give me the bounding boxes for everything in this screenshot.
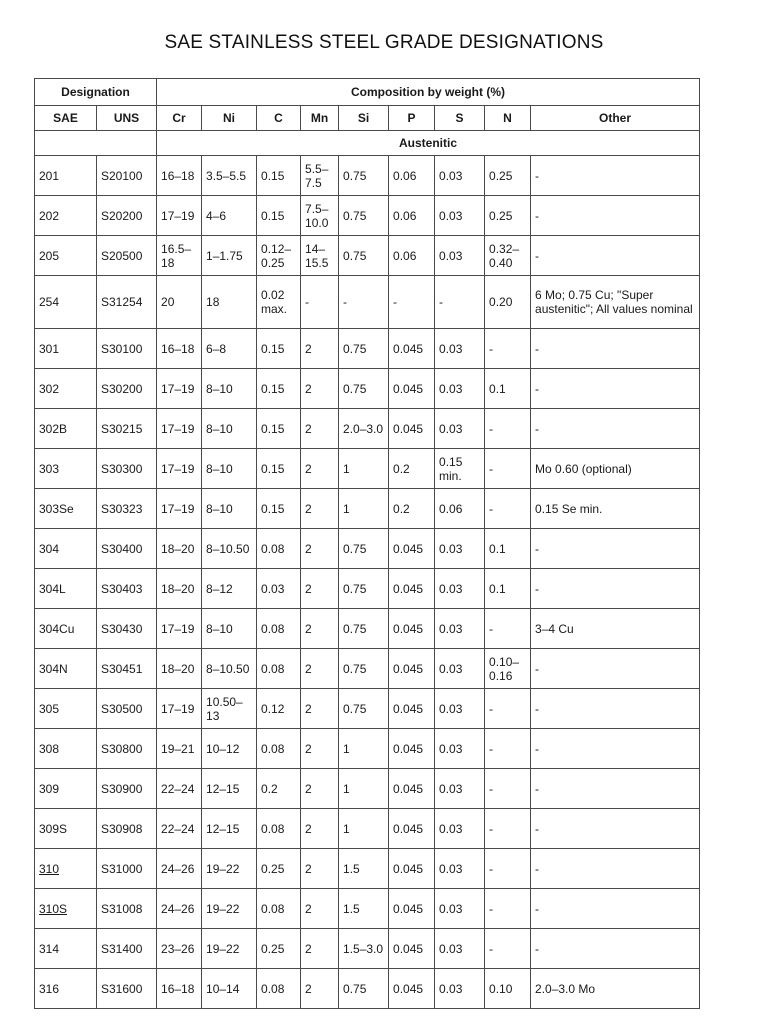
cell-n: 0.10–0.16 bbox=[485, 649, 531, 689]
table-row bbox=[35, 649, 700, 689]
table-row bbox=[35, 929, 700, 969]
page-title: SAE STAINLESS STEEL GRADE DESIGNATIONS bbox=[164, 32, 604, 53]
cell-mn: 2 bbox=[301, 689, 339, 729]
cell-n: - bbox=[485, 929, 531, 969]
table-row bbox=[35, 489, 700, 529]
cell-s: 0.03 bbox=[435, 729, 485, 769]
cell-uns: S30300 bbox=[97, 449, 157, 489]
column-header-cr: Cr bbox=[157, 106, 202, 131]
grade-table bbox=[34, 78, 700, 1009]
cell-ni: 19–22 bbox=[202, 849, 257, 889]
cell-ni: 8–10 bbox=[202, 409, 257, 449]
cell-p: 0.045 bbox=[389, 329, 435, 369]
cell-p: 0.06 bbox=[389, 236, 435, 276]
table-row bbox=[35, 969, 700, 1009]
cell-other: - bbox=[531, 729, 700, 769]
cell-s: 0.03 bbox=[435, 889, 485, 929]
cell-s: 0.03 bbox=[435, 529, 485, 569]
cell-mn: 2 bbox=[301, 849, 339, 889]
cell-cr: 17–19 bbox=[157, 196, 202, 236]
cell-uns: S30100 bbox=[97, 329, 157, 369]
column-header-other: Other bbox=[531, 106, 700, 131]
cell-mn: - bbox=[301, 276, 339, 329]
cell-uns: S30451 bbox=[97, 649, 157, 689]
cell-c: 0.02 max. bbox=[257, 276, 301, 329]
cell-cr: 18–20 bbox=[157, 569, 202, 609]
cell-n: - bbox=[485, 809, 531, 849]
table-row bbox=[35, 329, 700, 369]
column-header-ni: Ni bbox=[202, 106, 257, 131]
cell-sae: 309 bbox=[35, 769, 97, 809]
cell-p: 0.045 bbox=[389, 969, 435, 1009]
table-row bbox=[35, 569, 700, 609]
cell-sae: 304N bbox=[35, 649, 97, 689]
cell-mn: 2 bbox=[301, 329, 339, 369]
table-row bbox=[35, 609, 700, 649]
column-header-s: S bbox=[435, 106, 485, 131]
cell-other: - bbox=[531, 649, 700, 689]
cell-cr: 17–19 bbox=[157, 489, 202, 529]
cell-n: - bbox=[485, 849, 531, 889]
cell-c: 0.25 bbox=[257, 929, 301, 969]
cell-sae: 254 bbox=[35, 276, 97, 329]
cell-uns: S30200 bbox=[97, 369, 157, 409]
cell-c: 0.08 bbox=[257, 889, 301, 929]
cell-other: - bbox=[531, 529, 700, 569]
header-composition: Composition by weight (%) bbox=[157, 79, 700, 106]
cell-ni: 10–12 bbox=[202, 729, 257, 769]
cell-p: 0.2 bbox=[389, 489, 435, 529]
cell-cr: 16–18 bbox=[157, 329, 202, 369]
cell-ni: 19–22 bbox=[202, 929, 257, 969]
table-body bbox=[35, 131, 700, 1009]
cell-uns: S30323 bbox=[97, 489, 157, 529]
cell-c: 0.2 bbox=[257, 769, 301, 809]
column-header-p: P bbox=[389, 106, 435, 131]
cell-p: 0.045 bbox=[389, 689, 435, 729]
cell-cr: 22–24 bbox=[157, 809, 202, 849]
cell-si: 0.75 bbox=[339, 236, 389, 276]
cell-other: Mo 0.60 (optional) bbox=[531, 449, 700, 489]
cell-cr: 18–20 bbox=[157, 649, 202, 689]
cell-c: 0.25 bbox=[257, 849, 301, 889]
cell-si: 1 bbox=[339, 729, 389, 769]
table-row bbox=[35, 689, 700, 729]
cell-other: - bbox=[531, 689, 700, 729]
cell-uns: S31008 bbox=[97, 889, 157, 929]
cell-n: 0.1 bbox=[485, 369, 531, 409]
table-row bbox=[35, 276, 700, 329]
cell-mn: 5.5–7.5 bbox=[301, 156, 339, 196]
cell-c: 0.15 bbox=[257, 449, 301, 489]
cell-p: 0.045 bbox=[389, 929, 435, 969]
cell-ni: 12–15 bbox=[202, 809, 257, 849]
cell-ni: 18 bbox=[202, 276, 257, 329]
cell-uns: S30400 bbox=[97, 529, 157, 569]
cell-p: 0.045 bbox=[389, 649, 435, 689]
cell-cr: 24–26 bbox=[157, 849, 202, 889]
header-designation: Designation bbox=[35, 79, 157, 106]
cell-ni: 12–15 bbox=[202, 769, 257, 809]
cell-c: 0.12 bbox=[257, 689, 301, 729]
cell-si: 0.75 bbox=[339, 649, 389, 689]
cell-sae: 304 bbox=[35, 529, 97, 569]
cell-n: - bbox=[485, 489, 531, 529]
table-row bbox=[35, 196, 700, 236]
cell-mn: 2 bbox=[301, 889, 339, 929]
cell-sae: 303Se bbox=[35, 489, 97, 529]
cell-n: 0.1 bbox=[485, 569, 531, 609]
cell-other: - bbox=[531, 236, 700, 276]
cell-n: 0.10 bbox=[485, 969, 531, 1009]
cell-n: 0.20 bbox=[485, 276, 531, 329]
cell-other: - bbox=[531, 156, 700, 196]
cell-p: 0.045 bbox=[389, 409, 435, 449]
cell-ni: 4–6 bbox=[202, 196, 257, 236]
cell-mn: 2 bbox=[301, 769, 339, 809]
cell-sae: 308 bbox=[35, 729, 97, 769]
cell-s: 0.03 bbox=[435, 929, 485, 969]
table-row bbox=[35, 809, 700, 849]
cell-mn: 2 bbox=[301, 369, 339, 409]
cell-cr: 23–26 bbox=[157, 929, 202, 969]
cell-s: 0.03 bbox=[435, 409, 485, 449]
cell-s: 0.03 bbox=[435, 369, 485, 409]
cell-ni: 8–10 bbox=[202, 489, 257, 529]
cell-uns: S30908 bbox=[97, 809, 157, 849]
cell-ni: 10.50–13 bbox=[202, 689, 257, 729]
cell-si: - bbox=[339, 276, 389, 329]
cell-other: - bbox=[531, 929, 700, 969]
cell-si: 1 bbox=[339, 809, 389, 849]
cell-uns: S20500 bbox=[97, 236, 157, 276]
cell-s: 0.03 bbox=[435, 329, 485, 369]
cell-n: - bbox=[485, 889, 531, 929]
cell-uns: S30500 bbox=[97, 689, 157, 729]
column-header-mn: Mn bbox=[301, 106, 339, 131]
cell-sae: 305 bbox=[35, 689, 97, 729]
cell-mn: 2 bbox=[301, 609, 339, 649]
cell-ni: 6–8 bbox=[202, 329, 257, 369]
cell-si: 1 bbox=[339, 769, 389, 809]
cell-cr: 17–19 bbox=[157, 449, 202, 489]
table-row bbox=[35, 849, 700, 889]
cell-uns: S30403 bbox=[97, 569, 157, 609]
cell-cr: 17–19 bbox=[157, 609, 202, 649]
cell-n: 0.32–0.40 bbox=[485, 236, 531, 276]
cell-si: 0.75 bbox=[339, 689, 389, 729]
cell-si: 0.75 bbox=[339, 156, 389, 196]
column-header-uns: UNS bbox=[97, 106, 157, 131]
cell-s: 0.03 bbox=[435, 196, 485, 236]
column-header-n: N bbox=[485, 106, 531, 131]
cell-c: 0.15 bbox=[257, 329, 301, 369]
cell-n: - bbox=[485, 689, 531, 729]
cell-c: 0.12–0.25 bbox=[257, 236, 301, 276]
cell-cr: 24–26 bbox=[157, 889, 202, 929]
cell-other: - bbox=[531, 409, 700, 449]
cell-si: 0.75 bbox=[339, 569, 389, 609]
cell-other: - bbox=[531, 769, 700, 809]
cell-si: 1.5–3.0 bbox=[339, 929, 389, 969]
table-row bbox=[35, 369, 700, 409]
cell-s: 0.03 bbox=[435, 969, 485, 1009]
cell-si: 1 bbox=[339, 449, 389, 489]
cell-uns: S31254 bbox=[97, 276, 157, 329]
cell-other: - bbox=[531, 569, 700, 609]
cell-ni: 8–10.50 bbox=[202, 529, 257, 569]
cell-s: 0.03 bbox=[435, 649, 485, 689]
cell-s: - bbox=[435, 276, 485, 329]
cell-p: 0.045 bbox=[389, 809, 435, 849]
cell-c: 0.15 bbox=[257, 409, 301, 449]
cell-other: 3–4 Cu bbox=[531, 609, 700, 649]
cell-mn: 2 bbox=[301, 489, 339, 529]
cell-other: 0.15 Se min. bbox=[531, 489, 700, 529]
cell-sae: 303 bbox=[35, 449, 97, 489]
cell-ni: 10–14 bbox=[202, 969, 257, 1009]
cell-s: 0.03 bbox=[435, 849, 485, 889]
cell-cr: 18–20 bbox=[157, 529, 202, 569]
cell-cr: 16–18 bbox=[157, 156, 202, 196]
cell-sae: 205 bbox=[35, 236, 97, 276]
cell-si: 1.5 bbox=[339, 849, 389, 889]
cell-sae: 304Cu bbox=[35, 609, 97, 649]
cell-s: 0.03 bbox=[435, 236, 485, 276]
cell-sae: 202 bbox=[35, 196, 97, 236]
cell-n: - bbox=[485, 769, 531, 809]
cell-uns: S30900 bbox=[97, 769, 157, 809]
cell-other: - bbox=[531, 849, 700, 889]
cell-p: 0.045 bbox=[389, 369, 435, 409]
cell-ni: 8–10.50 bbox=[202, 649, 257, 689]
cell-sae: 316 bbox=[35, 969, 97, 1009]
cell-si: 2.0–3.0 bbox=[339, 409, 389, 449]
cell-s: 0.03 bbox=[435, 609, 485, 649]
cell-c: 0.08 bbox=[257, 529, 301, 569]
cell-p: 0.06 bbox=[389, 196, 435, 236]
cell-s: 0.03 bbox=[435, 769, 485, 809]
cell-sae: 304L bbox=[35, 569, 97, 609]
cell-uns: S30430 bbox=[97, 609, 157, 649]
cell-uns: S20100 bbox=[97, 156, 157, 196]
cell-p: 0.06 bbox=[389, 156, 435, 196]
cell-s: 0.03 bbox=[435, 689, 485, 729]
column-header-c: C bbox=[257, 106, 301, 131]
table-row bbox=[35, 236, 700, 276]
cell-s: 0.03 bbox=[435, 569, 485, 609]
cell-sae: 201 bbox=[35, 156, 97, 196]
cell-other: - bbox=[531, 889, 700, 929]
table-row bbox=[35, 449, 700, 489]
cell-mn: 2 bbox=[301, 729, 339, 769]
cell-other: 2.0–3.0 Mo bbox=[531, 969, 700, 1009]
cell-uns: S30215 bbox=[97, 409, 157, 449]
header-group-row bbox=[35, 79, 700, 106]
cell-ni: 8–12 bbox=[202, 569, 257, 609]
table-row bbox=[35, 529, 700, 569]
cell-s: 0.03 bbox=[435, 809, 485, 849]
cell-other: 6 Mo; 0.75 Cu; "Super austenitic"; All values nominal bbox=[531, 276, 700, 329]
cell-p: 0.2 bbox=[389, 449, 435, 489]
cell-cr: 17–19 bbox=[157, 409, 202, 449]
cell-cr: 17–19 bbox=[157, 689, 202, 729]
cell-mn: 2 bbox=[301, 409, 339, 449]
cell-c: 0.08 bbox=[257, 729, 301, 769]
cell-cr: 17–19 bbox=[157, 369, 202, 409]
cell-n: - bbox=[485, 329, 531, 369]
cell-cr: 16–18 bbox=[157, 969, 202, 1009]
cell-mn: 2 bbox=[301, 529, 339, 569]
cell-sae: 310S bbox=[35, 889, 97, 929]
cell-mn: 2 bbox=[301, 449, 339, 489]
cell-n: - bbox=[485, 449, 531, 489]
cell-other: - bbox=[531, 369, 700, 409]
cell-p: 0.045 bbox=[389, 889, 435, 929]
cell-mn: 2 bbox=[301, 929, 339, 969]
cell-uns: S20200 bbox=[97, 196, 157, 236]
section-label: Austenitic bbox=[157, 131, 700, 156]
cell-uns: S31400 bbox=[97, 929, 157, 969]
cell-si: 1 bbox=[339, 489, 389, 529]
cell-mn: 2 bbox=[301, 649, 339, 689]
cell-c: 0.03 bbox=[257, 569, 301, 609]
cell-sae: 302 bbox=[35, 369, 97, 409]
cell-ni: 1–1.75 bbox=[202, 236, 257, 276]
cell-p: 0.045 bbox=[389, 849, 435, 889]
cell-ni: 8–10 bbox=[202, 369, 257, 409]
cell-sae: 309S bbox=[35, 809, 97, 849]
cell-uns: S30800 bbox=[97, 729, 157, 769]
cell-mn: 2 bbox=[301, 569, 339, 609]
cell-ni: 3.5–5.5 bbox=[202, 156, 257, 196]
table-row bbox=[35, 156, 700, 196]
cell-si: 0.75 bbox=[339, 969, 389, 1009]
cell-c: 0.15 bbox=[257, 369, 301, 409]
table-row bbox=[35, 729, 700, 769]
cell-uns: S31000 bbox=[97, 849, 157, 889]
cell-si: 0.75 bbox=[339, 196, 389, 236]
column-header-si: Si bbox=[339, 106, 389, 131]
cell-p: - bbox=[389, 276, 435, 329]
cell-c: 0.08 bbox=[257, 609, 301, 649]
cell-other: - bbox=[531, 196, 700, 236]
cell-si: 0.75 bbox=[339, 329, 389, 369]
cell-mn: 2 bbox=[301, 969, 339, 1009]
cell-c: 0.08 bbox=[257, 649, 301, 689]
table-row bbox=[35, 409, 700, 449]
table-row bbox=[35, 769, 700, 809]
cell-cr: 22–24 bbox=[157, 769, 202, 809]
cell-p: 0.045 bbox=[389, 769, 435, 809]
cell-uns: S31600 bbox=[97, 969, 157, 1009]
cell-c: 0.15 bbox=[257, 489, 301, 529]
header-column-row bbox=[35, 106, 700, 131]
cell-other: - bbox=[531, 809, 700, 849]
cell-s: 0.06 bbox=[435, 489, 485, 529]
cell-n: - bbox=[485, 729, 531, 769]
cell-c: 0.15 bbox=[257, 196, 301, 236]
cell-sae: 310 bbox=[35, 849, 97, 889]
cell-s: 0.03 bbox=[435, 156, 485, 196]
cell-other: - bbox=[531, 329, 700, 369]
cell-si: 0.75 bbox=[339, 609, 389, 649]
cell-n: 0.1 bbox=[485, 529, 531, 569]
cell-c: 0.08 bbox=[257, 969, 301, 1009]
cell-sae: 301 bbox=[35, 329, 97, 369]
cell-si: 0.75 bbox=[339, 529, 389, 569]
cell-si: 1.5 bbox=[339, 889, 389, 929]
cell-n: - bbox=[485, 609, 531, 649]
cell-si: 0.75 bbox=[339, 369, 389, 409]
cell-p: 0.045 bbox=[389, 729, 435, 769]
table-row bbox=[35, 889, 700, 929]
cell-mn: 7.5–10.0 bbox=[301, 196, 339, 236]
cell-cr: 20 bbox=[157, 276, 202, 329]
cell-n: - bbox=[485, 409, 531, 449]
cell-p: 0.045 bbox=[389, 569, 435, 609]
column-header-sae: SAE bbox=[35, 106, 97, 131]
cell-s: 0.15 min. bbox=[435, 449, 485, 489]
cell-ni: 8–10 bbox=[202, 609, 257, 649]
cell-p: 0.045 bbox=[389, 529, 435, 569]
cell-sae: 314 bbox=[35, 929, 97, 969]
cell-cr: 16.5–18 bbox=[157, 236, 202, 276]
cell-mn: 14–15.5 bbox=[301, 236, 339, 276]
cell-p: 0.045 bbox=[389, 609, 435, 649]
cell-ni: 19–22 bbox=[202, 889, 257, 929]
cell-sae: 302B bbox=[35, 409, 97, 449]
cell-cr: 19–21 bbox=[157, 729, 202, 769]
cell-c: 0.15 bbox=[257, 156, 301, 196]
cell-n: 0.25 bbox=[485, 196, 531, 236]
section-row-austenitic bbox=[35, 131, 700, 156]
cell-ni: 8–10 bbox=[202, 449, 257, 489]
cell-n: 0.25 bbox=[485, 156, 531, 196]
cell-mn: 2 bbox=[301, 809, 339, 849]
cell-c: 0.08 bbox=[257, 809, 301, 849]
